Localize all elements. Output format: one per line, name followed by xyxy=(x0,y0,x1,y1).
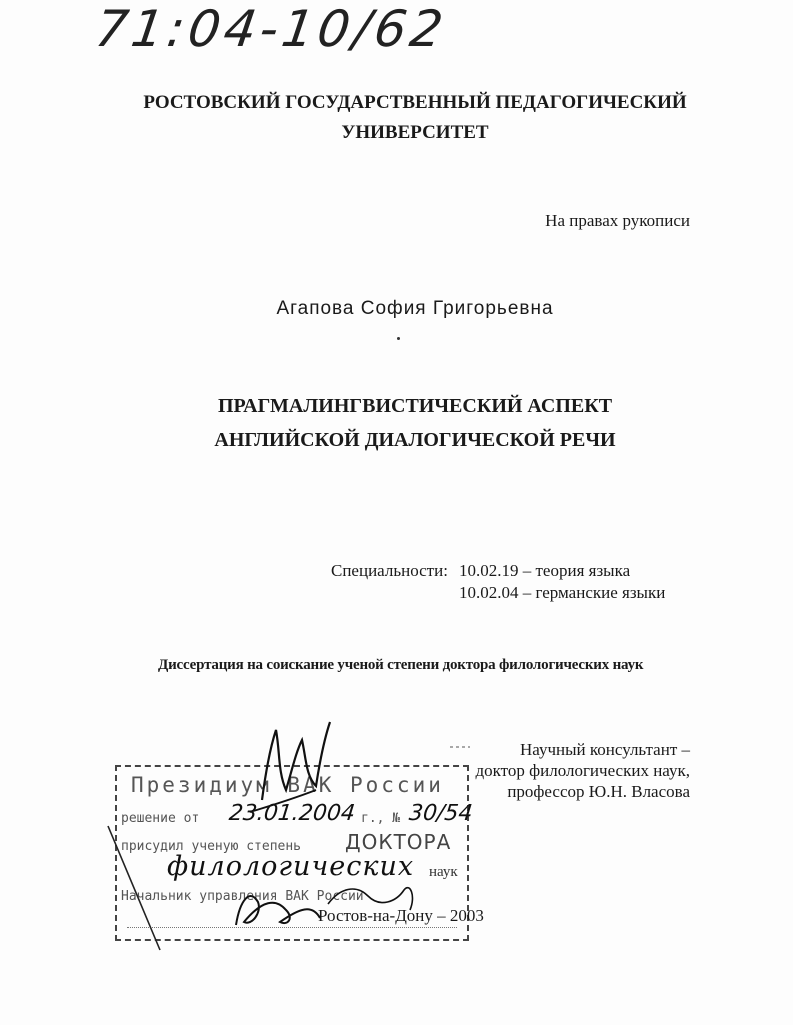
stamp-signature-line xyxy=(127,927,457,928)
consultant-block xyxy=(475,739,690,802)
rights-note: На правах рукописи xyxy=(545,211,690,230)
stamp-field-handwritten: филологических xyxy=(167,851,415,882)
specialty-2: 10.02.04 – германские языки xyxy=(459,583,666,602)
consultant-line-2: доктор филологических наук, xyxy=(475,761,690,780)
stamp-field-suffix: наук xyxy=(429,864,458,880)
stamp-decision-number: 30/54 xyxy=(407,801,474,826)
specialties-label: Специальности: xyxy=(331,561,448,580)
dissertation-title xyxy=(0,389,793,457)
stamp-number-label: г., № xyxy=(361,811,401,826)
specialty-row-2 xyxy=(331,582,665,604)
specialty-1: 10.02.19 – теория языка xyxy=(459,561,631,580)
title-line-2: АНГЛИЙСКОЙ ДИАЛОГИЧЕСКОЙ РЕЧИ xyxy=(214,429,616,451)
dissertation-note: Диссертация на соискание ученой степени доктора филологических наук xyxy=(158,657,644,673)
archive-code: 71:04-10/62 xyxy=(91,0,451,58)
university-name xyxy=(0,88,793,148)
stamp-decision-label: решение от xyxy=(121,811,200,826)
stamp-awarded-text: присудил ученую степень xyxy=(121,839,302,854)
stamp-title: Президиум ВАК России xyxy=(131,773,444,797)
stamp-degree: ДОКТОРА xyxy=(345,830,452,854)
university-line-2: УНИВЕРСИТЕТ xyxy=(341,122,489,143)
title-line-1: ПРАГМАЛИНГВИСТИЧЕСКИЙ АСПЕКТ xyxy=(217,395,613,417)
stamp-chief-line: Начальник управления ВАК России xyxy=(121,889,364,904)
specialties-block xyxy=(331,560,665,604)
author-name: Агапова София Григорьевна xyxy=(276,298,554,319)
specialty-row-1 xyxy=(331,560,665,582)
consultant-line-3: профессор Ю.Н. Власова xyxy=(507,782,690,801)
university-line-1: РОСТОВСКИЙ ГОСУДАРСТВЕННЫЙ ПЕДАГОГИЧЕСКИЙ xyxy=(143,92,687,113)
stamp-decision-date: 23.01.2004 xyxy=(227,801,357,826)
consultant-line-1: Научный консультант – xyxy=(520,740,690,759)
city-year: Ростов-на-Дону – 2003 xyxy=(318,906,484,925)
ink-dot xyxy=(397,337,400,340)
